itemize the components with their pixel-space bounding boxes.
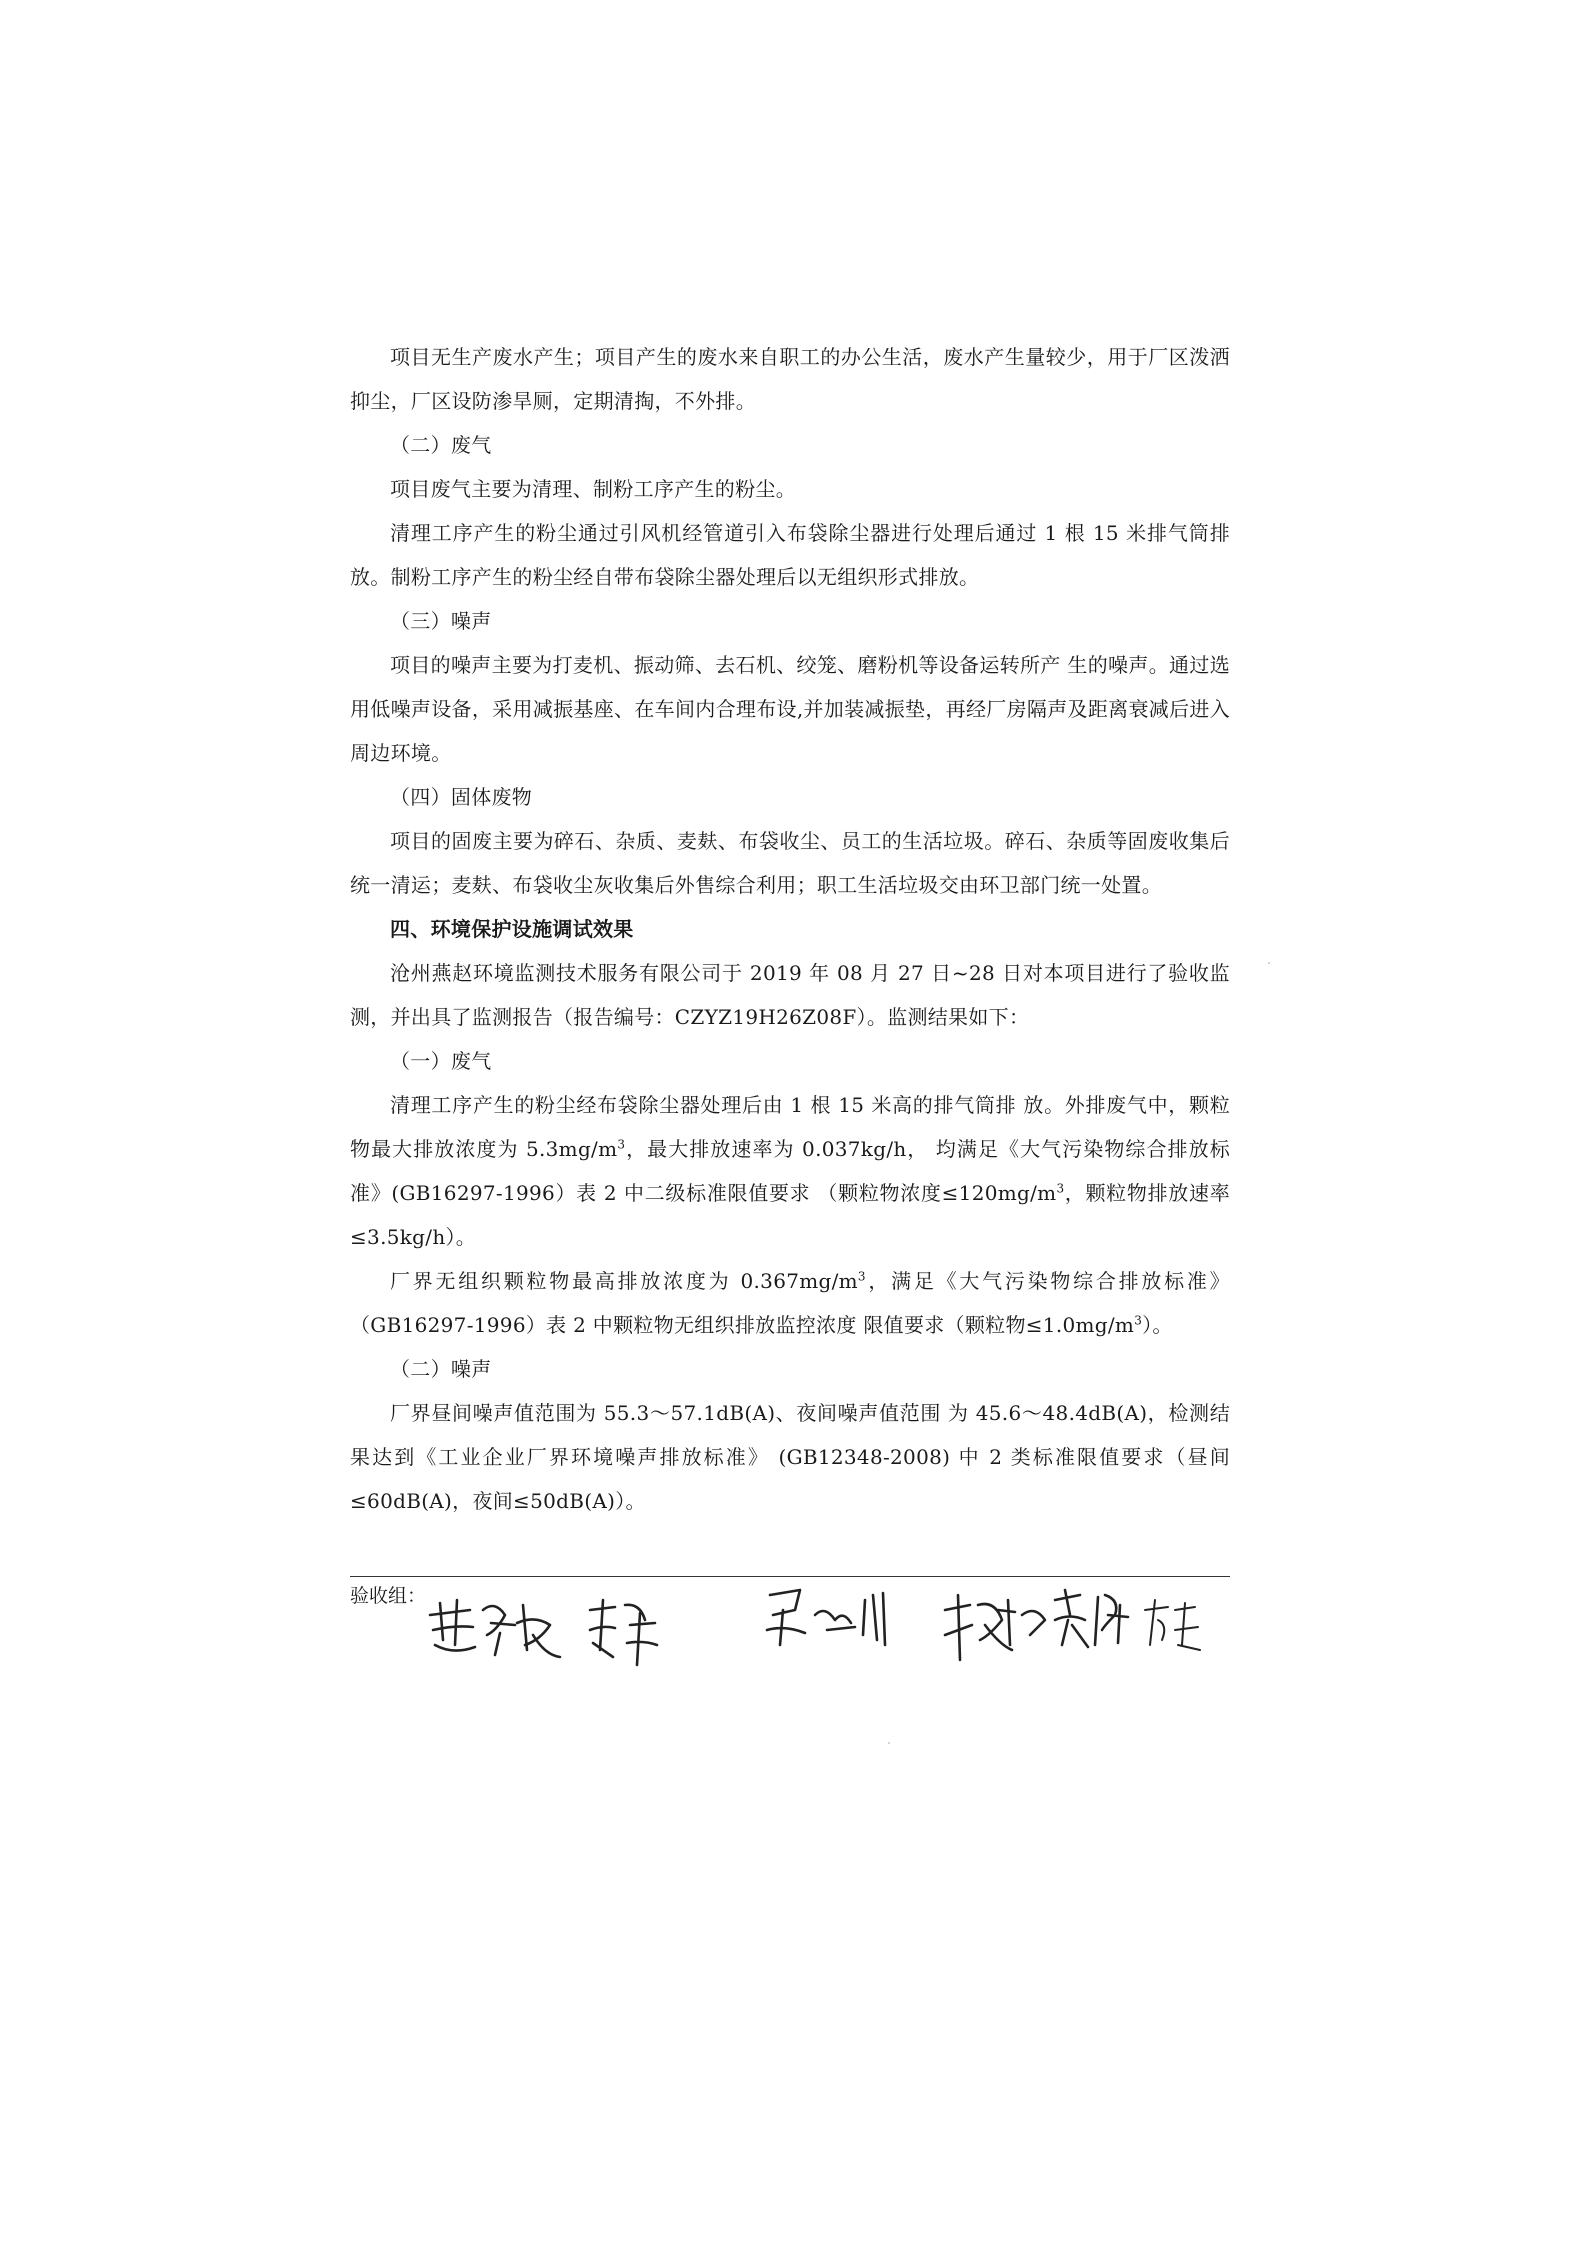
paragraph-organized-emission <box>350 1083 1230 1259</box>
superscript: 3 <box>1056 1181 1065 1196</box>
scan-speck <box>1268 962 1270 964</box>
paragraph-fugitive-emission <box>350 1259 1230 1347</box>
scan-speck <box>888 1742 890 1744</box>
heading-solid-waste: （四）固体废物 <box>390 785 533 809</box>
superscript: 3 <box>617 1137 626 1152</box>
superscript: 3 <box>1134 1313 1143 1328</box>
paragraph-solid-waste: 项目的固废主要为碎石、杂质、麦麸、布袋收尘、员工的生活垃圾。碎石、杂质等固废收集后统一清运；麦麸、布袋收尘灰收集后外售综合利用；职工生活垃圾交由环卫部门统一处置。 <box>350 829 1230 897</box>
paragraph-monitoring: 沧州燕赵环境监测技术服务有限公司于 2019 年 08 月 27 日~28 日对本项目进行了验收监测，并出具了监测报告（报告编号：CZYZ19H26Z08F）。监测结果如下： <box>350 961 1230 1029</box>
signature-5 <box>1055 1590 1128 1647</box>
text-segment: ）。 <box>1142 1313 1173 1337</box>
heading-waste-gas: （二）废气 <box>390 433 492 457</box>
text-segment: 清理工序产生的粉尘经布袋除尘器处理后由 1 根 15 米高的排气筒排 放。外排废气中，颗粒物最大排放浓度为 5.3mg/m <box>350 1093 1230 1161</box>
signature-label: 验收组： <box>350 1585 427 1607</box>
paragraph-noise-source: 项目的噪声主要为打麦机、振动筛、去石机、绞笼、磨粉机等设备运转所产 生的噪声。通过选用低噪声设备，采用减振基座、在车间内合理布设,并加装减振垫，再经厂房隔声及距离衰减后进入周边环境。 <box>350 653 1230 765</box>
text-segment: 厂界无组织颗粒物最高排放浓度为 0.367mg/m <box>390 1269 858 1293</box>
signature-2 <box>590 1600 657 1665</box>
paragraph-dust-treatment: 清理工序产生的粉尘通过引风机经管道引入布袋除尘器进行处理后通过 1 根 15 米排气筒排放。制粉工序产生的粉尘经自带布袋除尘器处理后以无组织形式排放。 <box>350 521 1230 589</box>
paragraph-wastewater: 项目无生产废水产生；项目产生的废水来自职工的办公生活，废水产生量较少，用于厂区泼洒抑尘，厂区设防渗旱厕，定期清掏，不外排。 <box>350 345 1230 413</box>
signature-6 <box>1145 1600 1200 1650</box>
paragraph-noise-results: 厂界昼间噪声值范围为 55.3～57.1dB(A)、夜间噪声值范围 为 45.6～48.4dB(A)，检测结果达到《工业企业厂界环境噪声排放标准》 (GB12348-2008) 中 2 类标准限值要求（昼间≤60dB(A)，夜间≤50dB(A)）。 <box>350 1401 1230 1513</box>
heading-waste-gas-results: （一）废气 <box>390 1049 492 1073</box>
document-body <box>350 335 1230 1523</box>
paragraph-waste-gas-source: 项目废气主要为清理、制粉工序产生的粉尘。 <box>390 477 796 501</box>
text-segment: ，满足《大气污染物综合排放标准》（GB16297-1996）表 2 中颗粒物无组织排放监控浓度 限值要求（颗粒物≤1.0mg/m <box>350 1269 1230 1337</box>
signature-4 <box>945 1595 1045 1660</box>
superscript: 3 <box>857 1269 866 1284</box>
heading-noise: （三）噪声 <box>390 609 492 633</box>
signature-1 <box>430 1600 560 1657</box>
handwritten-signatures <box>350 1565 1250 1675</box>
text-segment: ，最大排放速率为 0.037kg/h， 均满足《大气污染物综合排放标准》(GB16297-1996）表 2 中二级标准限值要求 （颗粒物浓度≤120mg/m <box>350 1137 1230 1205</box>
signature-3 <box>767 1590 885 1645</box>
text-segment: ，颗粒物排放速率≤3.5kg/h）。 <box>350 1181 1231 1249</box>
heading-section-four: 四、环境保护设施调试效果 <box>390 917 634 941</box>
heading-noise-results: （二）噪声 <box>390 1357 492 1381</box>
